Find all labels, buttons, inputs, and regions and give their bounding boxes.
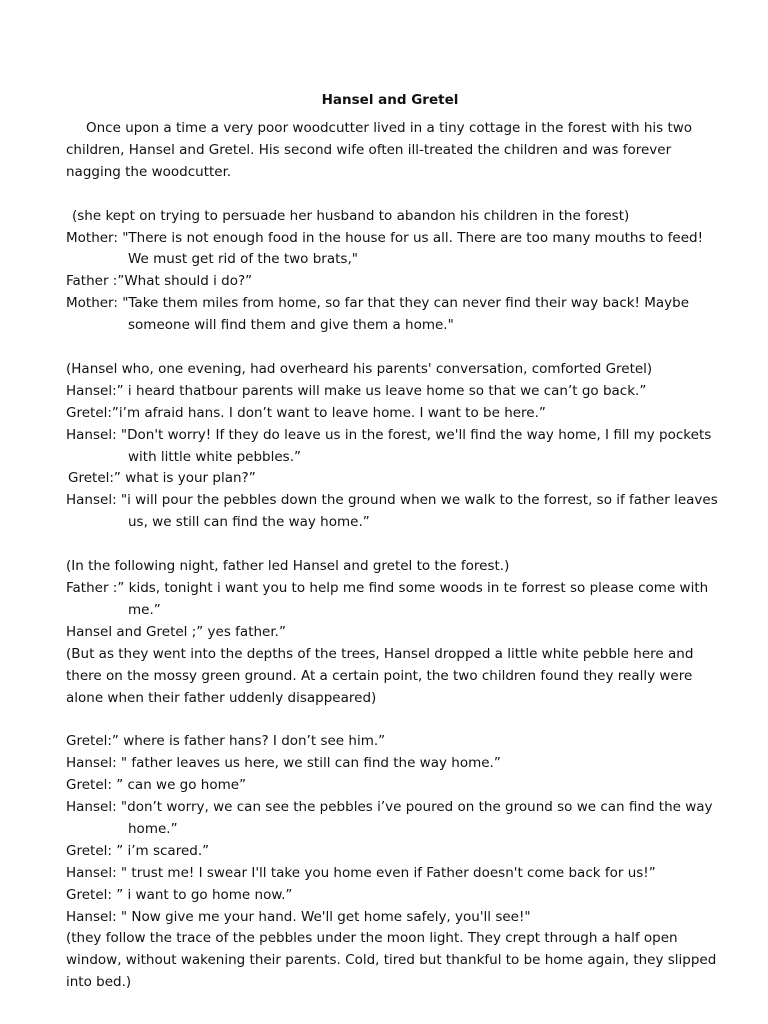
narration-line: (she kept on trying to persuade her husband to abandon his children in the forest) bbox=[72, 207, 630, 224]
dialogue-line: Hansel: " father leaves us here, we still can find the way home.” bbox=[66, 755, 501, 772]
dialogue-line: Hansel: " trust me! I swear I'll take you home even if Father doesn't come back for us!” bbox=[66, 864, 656, 881]
dialogue-line: Hansel: "don’t worry, we can see the pebbles i’ve poured on the ground so we can find the way home.” bbox=[66, 799, 713, 837]
dialogue-line: Mother: "There is not enough food in the house for us all. There are too many mouths to feed! We must get rid of the two brats," bbox=[66, 229, 703, 268]
dialogue-line: Father :”What should i do?” bbox=[66, 273, 253, 290]
dialogue-line: Gretel:”i’m afraid hans. I don’t want to leave home. I want to be here.” bbox=[66, 404, 546, 421]
dialogue-line: Gretel: ” i’m scared.” bbox=[66, 842, 210, 859]
script-section bbox=[66, 556, 718, 709]
script-section bbox=[66, 731, 718, 994]
narration-line: (But as they went into the depths of the trees, Hansel dropped a little white pebble here and there on the mossy green ground. At a certain point, the two children found they really were alone when their father uddenly disappeared) bbox=[66, 645, 694, 706]
narration-line: (they follow the trace of the pebbles under the moon light. They crept through a half open window, without wakening their parents. Cold, tired but thankful to be home again, they slipped into bed.) bbox=[66, 930, 717, 991]
dialogue-line: Hansel and Gretel ;” yes father.” bbox=[66, 623, 286, 640]
dialogue-line: Gretel:” where is father hans? I don’t see him.” bbox=[66, 733, 386, 750]
dialogue-line: Hansel: "Don't worry! If they do leave us in the forest, we'll find the way home, I fill my pockets with little white pebbles.” bbox=[66, 426, 712, 465]
dialogue-line: Gretel: ” i want to go home now.” bbox=[66, 886, 293, 903]
script-section bbox=[66, 359, 718, 534]
dialogue-line: Father :” kids, tonight i want you to help me find some woods in te forrest so please come with me.” bbox=[66, 579, 709, 618]
dialogue-line: Mother: "Take them miles from home, so far that they can never find their way back! Maybe someone will find them and give them a home." bbox=[66, 295, 690, 334]
dialogue-line: Hansel:” i heard thatbour parents will make us leave home so that we can’t go back.” bbox=[66, 382, 647, 399]
narration-line: (Hansel who, one evening, had overheard his parents' conversation, comforted Gretel) bbox=[66, 360, 653, 377]
dialogue-line: Gretel: ” can we go home” bbox=[66, 777, 247, 794]
narration-line: (In the following night, father led Hansel and gretel to the forest.) bbox=[66, 558, 510, 575]
section-gap bbox=[66, 534, 718, 556]
section-gap bbox=[66, 709, 718, 731]
dialogue-line: Gretel:” what is your plan?” bbox=[68, 470, 256, 487]
script-section bbox=[66, 206, 718, 337]
dialogue-line: Hansel: " Now give me your hand. We'll get home safely, you'll see!" bbox=[66, 908, 531, 925]
intro-paragraph: Once upon a time a very poor woodcutter lived in a tiny cottage in the forest with his two children, Hansel and Gretel. His second wife often ill-treated the children and was forever nagging the woodcutter. bbox=[66, 120, 693, 180]
script-body bbox=[66, 206, 718, 995]
section-gap bbox=[66, 184, 718, 206]
dialogue-line: Hansel: "i will pour the pebbles down the ground when we walk to the forrest, so if father leaves us, we still can find the way home.” bbox=[66, 492, 718, 531]
document-title: Hansel and Gretel bbox=[321, 92, 459, 108]
section-gap bbox=[66, 337, 718, 359]
